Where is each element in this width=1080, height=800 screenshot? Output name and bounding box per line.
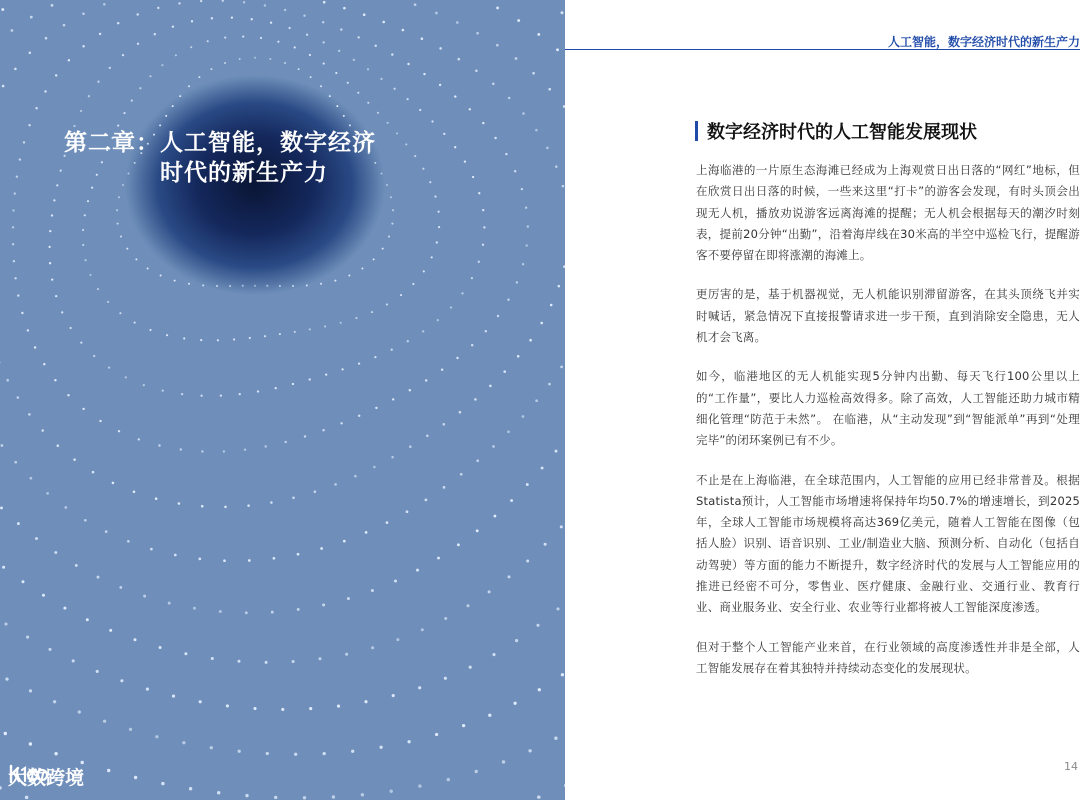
chapter-title-line2: 时代的新生产力: [160, 160, 328, 186]
paragraph: 但对于整个人工智能产业来首，在行业领域的高度渗透性并非是全部，人工智能发展存在着其独特并持续动态变化的发展现状。: [696, 639, 1080, 675]
paragraph: 不止是在上海临港，在全球范围内，人工智能的应用已经非常普及。根据Statista预计，人工智能市场增速将保持年均50.7%的增速增长，到2025年，全球人工智能市场规模将高达369亿美元，随着人工智能在图像（包括人脸）识别、语音识别、工业/制造业大脑、预测分析、自动化（包括自动驾驶）等方面的能力不断提升，数字经济时代的发展与人工智能应用的推进已经密不可分，零售业、医疗健康、金融行业、交通行业、教育行业、商业服务业、安全行业、农业等行业都将被人工智能深度渗透。: [696, 472, 1080, 615]
watermark-text: 大数跨境: [8, 766, 85, 789]
section-heading: [695, 118, 1075, 144]
article-page: [565, 0, 1080, 800]
running-header: 人工智能，数字经济时代的新生产力: [887, 35, 1080, 49]
header-rule: [565, 49, 1080, 50]
page-number: 14: [1064, 760, 1078, 773]
section-heading-text: 数字经济时代的人工智能发展现状: [707, 122, 977, 143]
heading-accent-bar: [695, 121, 698, 141]
chapter-title: [64, 128, 376, 188]
paragraph: 更厉害的是，基于机器视觉，无人机能识别滞留游客，在其头顶绕飞并实时喊话，紧急情况下直接报警请求进一步干预，直到消除安全隐患，无人机才会飞离。: [696, 287, 1080, 345]
k100-logo-icon: [8, 762, 48, 786]
paragraph: 如今，临港地区的无人机能实现5分钟内出勤、每天飞行100公里以上的“工作量”，要比人力巡检高效得多。除了高效，人工智能还助力城市精细化管理“防范于未然”。 在临港，从“主动发现”到“智能派单”再到“处理完毕”的闭环案例已有不少。: [696, 369, 1080, 448]
article-body: [696, 160, 1080, 697]
watermark: [8, 762, 84, 790]
paragraph: 上海临港的一片原生态海滩已经成为上海观赏日出日落的“网红”地标，但在欣赏日出日落的时候，一些来这里“打卡”的游客会发现，有时头顶会出现无人机，播放劝说游客远离海滩的提醒；无人机会根据每天的潮汐时刻表，提前20分钟“出勤”，沿着海岸线在30米高的半空中巡检飞行，提醒游客不要停留在即将涨潮的海滩上。: [696, 163, 1080, 263]
chapter-title-line1: 第二章：人工智能，数字经济: [64, 130, 376, 156]
